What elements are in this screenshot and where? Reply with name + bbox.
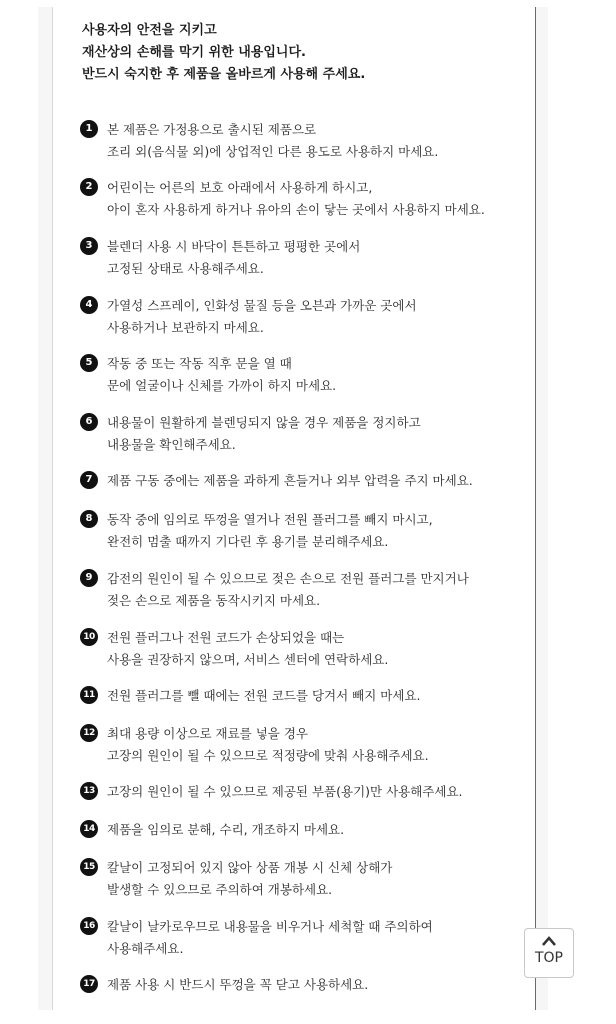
- item-line: 젖은 손으로 제품을 동작시키지 마세요.: [107, 592, 321, 608]
- item-line: 전원 플러그를 뺄 때에는 전원 코드를 당겨서 빼지 마세요.: [107, 688, 421, 703]
- intro-line: 반드시 숙지한 후 제품을 올바르게 사용해 주세요.: [82, 67, 366, 82]
- item-number-badge: 11: [80, 686, 98, 704]
- item-line: 제품 구동 중에는 제품을 과하게 흔들거나 외부 압력을 주지 마세요.: [107, 473, 473, 488]
- scroll-to-top-button[interactable]: [524, 928, 574, 978]
- item-number-badge: 16: [80, 917, 98, 935]
- item-line: 발생할 수 있으므로 주의하여 개봉하세요.: [107, 881, 333, 897]
- item-line: 문에 얼굴이나 신체를 가까이 하지 마세요.: [107, 377, 337, 393]
- item-line: 사용해주세요.: [107, 940, 184, 956]
- safety-item: [80, 412, 520, 455]
- item-number-badge: 8: [80, 510, 98, 528]
- item-line: 완전히 멈출 때까지 기다린 후 용기를 분리해주세요.: [107, 533, 389, 549]
- item-number-badge: 6: [80, 413, 98, 431]
- item-number-badge: 3: [80, 237, 98, 255]
- item-number-badge: 17: [80, 975, 98, 993]
- item-text: [107, 685, 421, 707]
- item-number-badge: 9: [80, 569, 98, 587]
- item-line: 고장의 원인이 될 수 있으므로 적정량에 맞춰 사용해주세요.: [107, 747, 429, 763]
- item-line: 제품 사용 시 반드시 뚜껑을 꼭 닫고 사용하세요.: [107, 977, 369, 992]
- item-line: 고장의 원인이 될 수 있으므로 제공된 부품(용기)만 사용해주세요.: [107, 784, 463, 799]
- item-text: [107, 353, 336, 396]
- safety-item: [80, 236, 520, 279]
- item-text: [107, 470, 473, 492]
- item-number-badge: 10: [80, 628, 98, 646]
- safety-item: [80, 509, 520, 552]
- safety-item: [80, 685, 520, 707]
- safety-item: [80, 119, 520, 162]
- item-text: [107, 119, 438, 162]
- item-line: 작동 중 또는 작동 직후 문을 열 때: [107, 356, 292, 371]
- item-text: [107, 857, 392, 900]
- item-number-badge: 4: [80, 296, 98, 314]
- safety-item: [80, 723, 520, 766]
- item-number-badge: 13: [80, 782, 98, 800]
- item-text: [107, 177, 485, 220]
- item-text: [107, 723, 429, 766]
- item-line: 내용물을 확인해주세요.: [107, 436, 236, 452]
- intro-line: 재산상의 손해를 막기 위한 내용입니다.: [82, 45, 306, 60]
- item-line: 내용물이 원활하게 블렌딩되지 않을 경우 제품을 정지하고: [107, 415, 421, 430]
- item-line: 동작 중에 임의로 뚜껑을 열거나 전원 플러그를 빼지 마시고,: [107, 512, 433, 527]
- safety-item: [80, 353, 520, 396]
- chevron-up-icon: [541, 935, 557, 947]
- item-text: [107, 509, 433, 552]
- item-text: [107, 627, 388, 670]
- safety-item: [80, 627, 520, 670]
- item-line: 어린이는 어른의 보호 아래에서 사용하게 하시고,: [107, 180, 373, 195]
- item-line: 제품을 임의로 분해, 수리, 개조하지 마세요.: [107, 822, 345, 837]
- item-text: [107, 916, 433, 959]
- intro-heading: [82, 20, 522, 86]
- item-text: [107, 295, 417, 338]
- item-number-badge: 5: [80, 354, 98, 372]
- item-line: 칼날이 고정되어 있지 않아 상품 개봉 시 신체 상해가: [107, 860, 393, 875]
- item-number-badge: 1: [80, 120, 98, 138]
- item-number-badge: 7: [80, 471, 98, 489]
- item-line: 사용을 권장하지 않으며, 서비스 센터에 연락하세요.: [107, 651, 389, 667]
- item-text: [107, 974, 368, 996]
- intro-line: 사용자의 안전을 지키고: [82, 23, 217, 38]
- item-text: [107, 568, 469, 611]
- right-border: [535, 7, 536, 1010]
- safety-item: [80, 470, 520, 492]
- item-line: 최대 용량 이상으로 재료를 넣을 경우: [107, 726, 308, 741]
- item-line: 조리 외(음식물 외)에 상업적인 다른 용도로 사용하지 마세요.: [107, 143, 439, 159]
- item-line: 본 제품은 가정용으로 출시된 제품으로: [107, 122, 317, 137]
- item-line: 아이 혼자 사용하게 하거나 유아의 손이 닿는 곳에서 사용하지 마세요.: [107, 201, 485, 217]
- item-text: [107, 236, 360, 279]
- item-line: 전원 플러그나 전원 코드가 손상되었을 때는: [107, 630, 345, 645]
- safety-item: [80, 857, 520, 900]
- item-text: [107, 781, 463, 803]
- item-line: 사용하거나 보관하지 마세요.: [107, 319, 264, 335]
- safety-item: [80, 295, 520, 338]
- item-number-badge: 12: [80, 724, 98, 742]
- item-number-badge: 14: [80, 820, 98, 838]
- safety-item: [80, 819, 520, 841]
- safety-item: [80, 916, 520, 959]
- item-line: 칼날이 날카로우므로 내용물을 비우거나 세척할 때 주의하여: [107, 919, 433, 934]
- item-number-badge: 15: [80, 858, 98, 876]
- item-line: 고정된 상태로 사용해주세요.: [107, 260, 264, 276]
- item-number-badge: 2: [80, 178, 98, 196]
- item-line: 감전의 원인이 될 수 있으므로 젖은 손으로 전원 플러그를 만지거나: [107, 571, 469, 586]
- top-button-label: TOP: [534, 950, 563, 966]
- safety-item: [80, 974, 520, 996]
- safety-item: [80, 177, 520, 220]
- item-text: [107, 819, 344, 841]
- item-line: 가열성 스프레이, 인화성 물질 등을 오븐과 가까운 곳에서: [107, 298, 417, 313]
- safety-item: [80, 568, 520, 611]
- item-text: [107, 412, 421, 455]
- left-border: [52, 7, 53, 1010]
- item-line: 블렌더 사용 시 바닥이 튼튼하고 평평한 곳에서: [107, 239, 361, 254]
- safety-item: [80, 781, 520, 803]
